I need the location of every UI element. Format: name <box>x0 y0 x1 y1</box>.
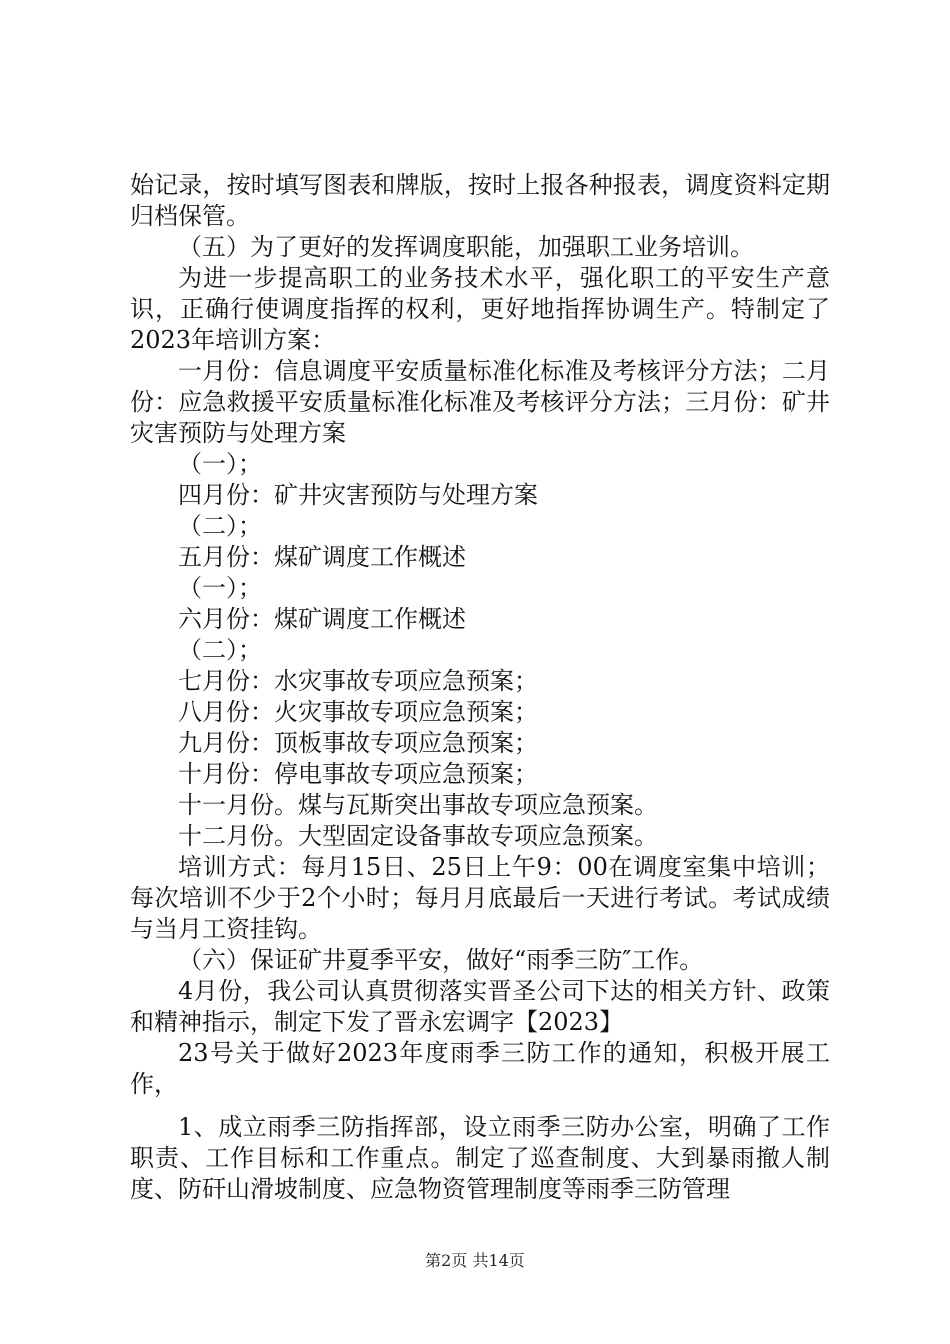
paragraph: （六）保证矿井夏季平安，做好“雨季三防″工作。 <box>178 946 704 974</box>
paragraph: （一）； <box>178 574 262 602</box>
paragraph: 始记录，按时填写图表和牌版，按时上报各种报表，调度资料定期归档保管。 <box>130 171 830 230</box>
paragraph: 1、成立雨季三防指挥部，设立雨季三防办公室，明确了工作职责、工作目标和工作重点。制定了巡查制度、大到暴雨撤人制度、防矸山滑坡制度、应急物资管理制度等雨季三防管理 <box>130 1113 830 1203</box>
paragraph: 九月份：顶板事故专项应急预案； <box>178 729 538 757</box>
paragraph: 七月份：水灾事故专项应急预案； <box>178 667 538 695</box>
paragraph: （二）； <box>178 512 262 540</box>
paragraph: 六月份：煤矿调度工作概述 <box>178 605 466 633</box>
paragraph: （五）为了更好的发挥调度职能，加强职工业务培训。 <box>178 233 754 261</box>
paragraph: 十二月份。大型固定设备事故专项应急预案。 <box>178 822 658 850</box>
paragraph: 一月份：信息调度平安质量标准化标准及考核评分方法；二月份：应急救援平安质量标准化标准及考核评分方法；三月份：矿井灾害预防与处理方案 <box>130 357 830 447</box>
paragraph: 4月份，我公司认真贯彻落实晋圣公司下达的相关方针、政策和精神指示，制定下发了晋永宏调字【2023】 <box>130 977 830 1036</box>
paragraph: （二）； <box>178 636 262 664</box>
body-text <box>130 170 830 1205</box>
paragraph: 十一月份。煤与瓦斯突出事故专项应急预案。 <box>178 791 658 819</box>
paragraph: 十月份：停电事故专项应急预案； <box>178 760 538 788</box>
paragraph: 23号关于做好2023年度雨季三防工作的通知，积极开展工作， <box>130 1039 830 1098</box>
paragraph: 培训方式：每月15日、25日上午9：00在调度室集中培训；每次培训不少于2个小时；每月月底最后一天进行考试。考试成绩与当月工资挂钩。 <box>130 853 830 943</box>
paragraph: 四月份：矿井灾害预防与处理方案 <box>178 481 538 509</box>
paragraph: （一）； <box>178 450 262 478</box>
paragraph: 八月份：火灾事故专项应急预案； <box>178 698 538 726</box>
paragraph: 五月份：煤矿调度工作概述 <box>178 543 466 571</box>
page-number-footer: 第2页 共14页 <box>425 1251 525 1270</box>
paragraph: 为进一步提高职工的业务技术水平，强化职工的平安生产意识，正确行使调度指挥的权利，更好地指挥协调生产。特制定了2023年培训方案： <box>130 264 830 354</box>
